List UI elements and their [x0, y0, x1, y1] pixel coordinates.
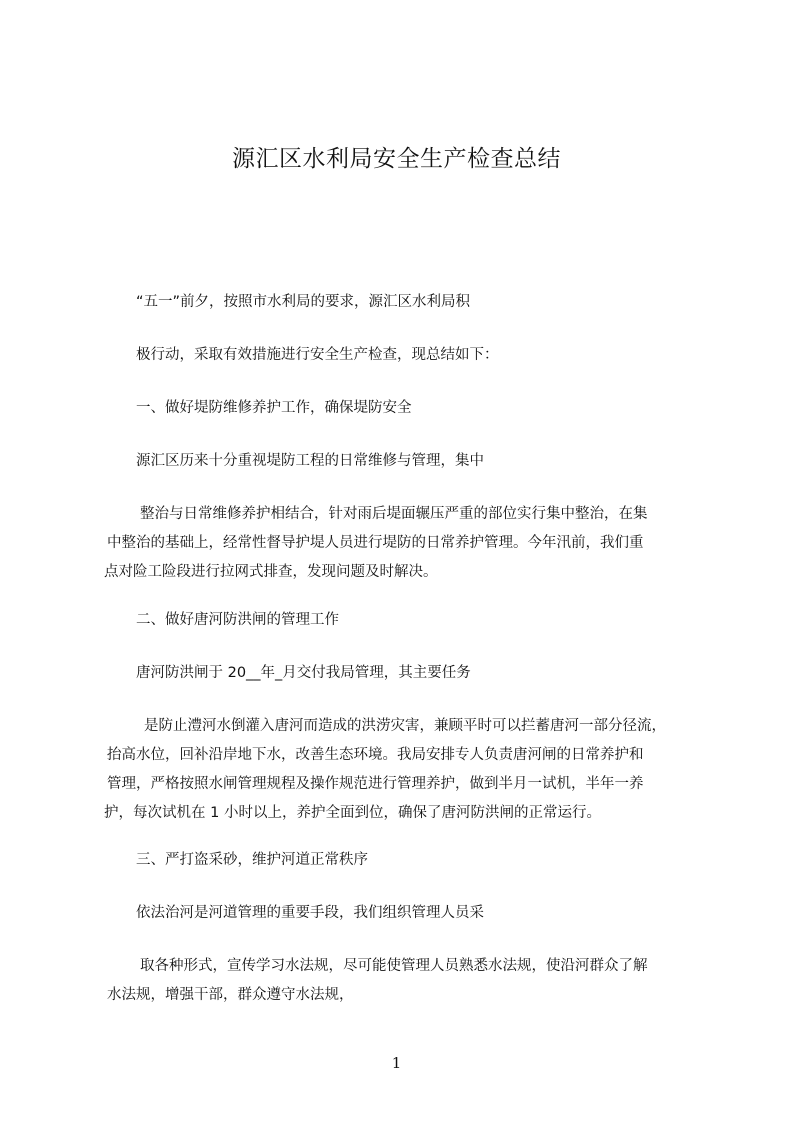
section-heading-2: 二、做好唐河防洪闸的管理工作: [136, 612, 339, 628]
section-heading-1: 一、做好堤防维修养护工作，确保堤防安全: [136, 400, 412, 416]
paragraph-gate-1: 唐河防洪闸于 20__年_月交付我局管理，其主要任务: [136, 665, 471, 681]
text-line: 抬高水位，回补沿岸地下水，改善生态环境。我局安排专人负责唐河闸的日常养护和: [107, 747, 644, 763]
text-line: 水法规，增强干部，群众遵守水法规，: [107, 987, 354, 1003]
page-number: 1: [391, 1054, 402, 1072]
document-title: 源汇区水利局安全生产检查总结: [232, 146, 561, 172]
paragraph-intro-1: “五一”前夕，按照市水利局的要求，源汇区水利局积: [136, 294, 471, 310]
section-heading-3: 三、严打盗采砂，维护河道正常秩序: [136, 852, 368, 868]
text-line: 取各种形式，宣传学习水法规，尽可能使管理人员熟悉水法规，使沿河群众了解: [140, 958, 648, 974]
text-line: 整治与日常维修养护相结合，针对雨后堤面辗压严重的部位实行集中整治，在集: [140, 506, 648, 522]
paragraph-sand-1: 依法治河是河道管理的重要手段，我们组织管理人员采: [136, 905, 484, 921]
text-line: 是防止澧河水倒灌入唐河而造成的洪涝灾害，兼顾平时可以拦蓄唐河一部分径流，: [144, 718, 666, 734]
text-line: 点对险工险段进行拉网式排查，发现问题及时解决。: [104, 564, 438, 580]
paragraph-sand-2: [104, 952, 704, 1010]
paragraph-intro-2: 极行动，采取有效措施进行安全生产检查，现总结如下：: [136, 347, 499, 363]
text-line: 管理，严格按照水闸管理规程及操作规范进行管理养护，做到半月一试机，半年一养: [107, 776, 644, 792]
paragraph-levee-2: [104, 500, 704, 587]
paragraph-levee-1: 源汇区历来十分重视堤防工程的日常维修与管理，集中: [136, 453, 484, 469]
text-line: 中整治的基础上，经常性督导护堤人员进行堤防的日常养护管理。今年汛前，我们重: [107, 535, 644, 551]
text-line: 护，每次试机在 1 小时以上，养护全面到位，确保了唐河防洪闸的正常运行。: [104, 805, 601, 821]
paragraph-gate-2: [104, 712, 704, 828]
